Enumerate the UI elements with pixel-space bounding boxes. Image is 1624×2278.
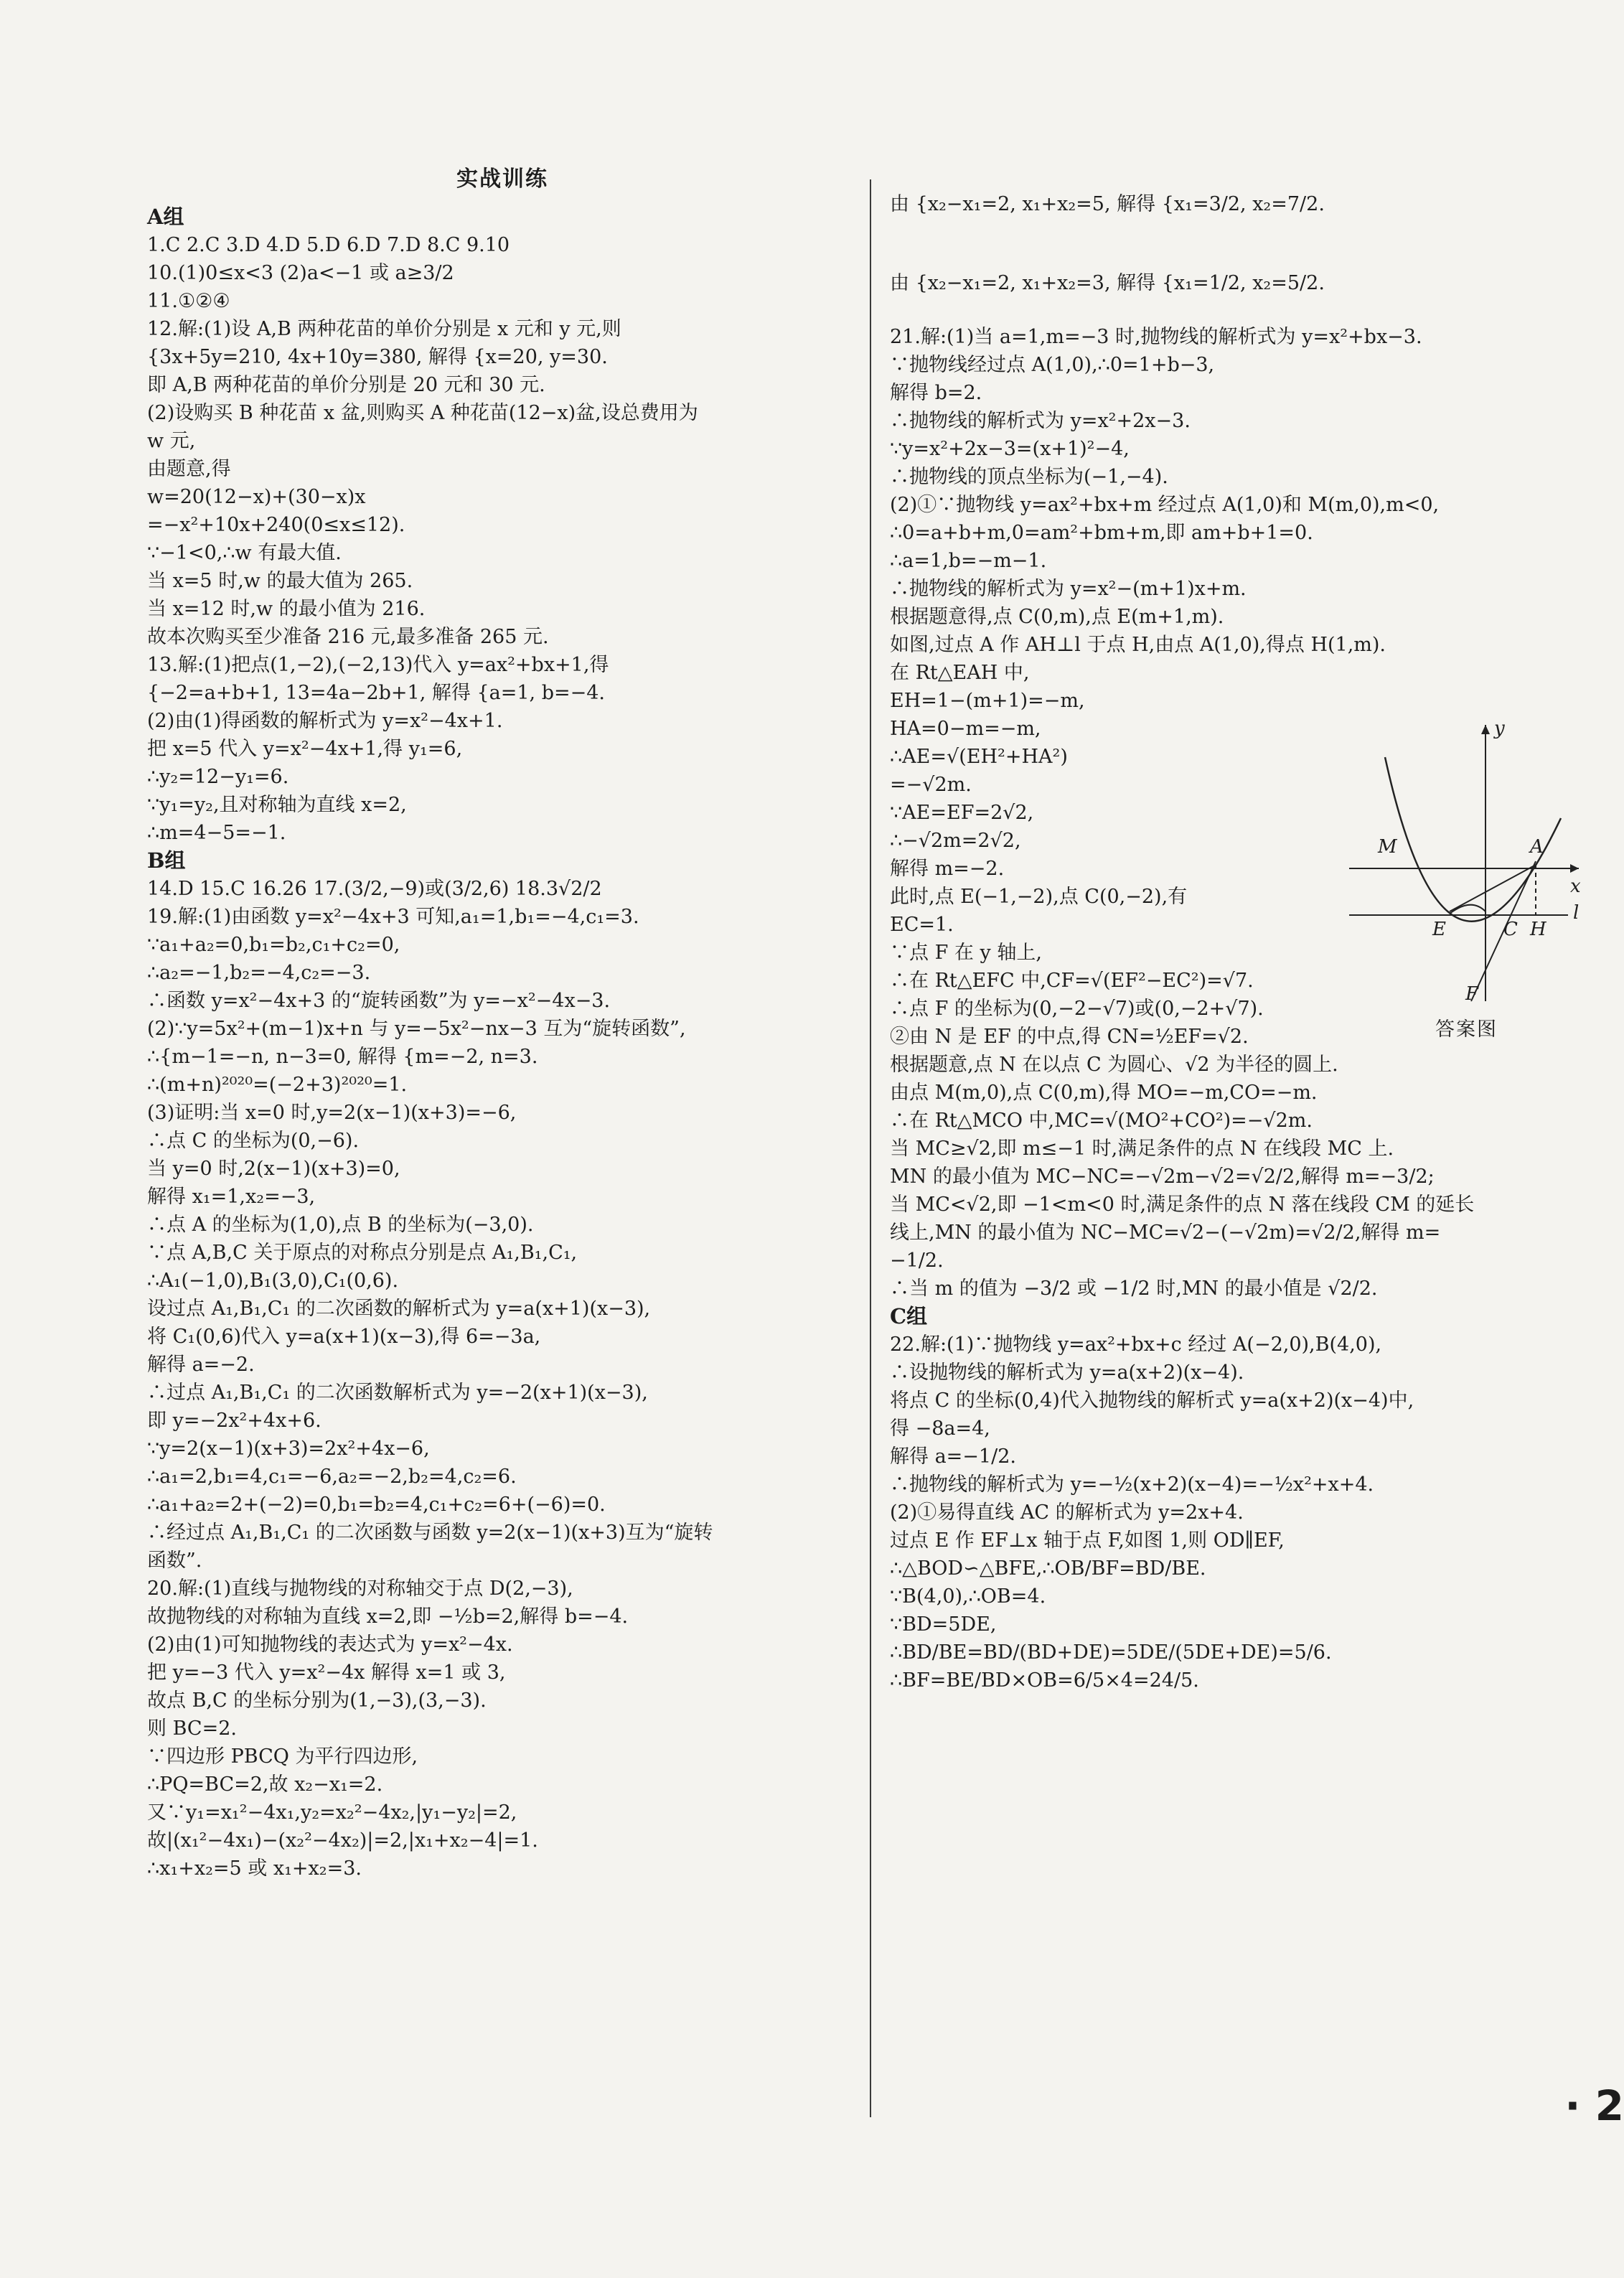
answer-line: ∴a₁+a₂=2+(−2)=0,b₁=b₂=4,c₁+c₂=6+(−6)=0. [147, 1494, 606, 1516]
answer-line: 19.解:(1)由函数 y=x²−4x+3 可知,a₁=1,b₁=−4,c₁=3. [147, 906, 639, 928]
answer-line: 将 C₁(0,6)代入 y=a(x+1)(x−3),得 6=−3a, [147, 1326, 541, 1348]
answer-line: ∴(m+n)²⁰²⁰=(−2+3)²⁰²⁰=1. [147, 1074, 408, 1096]
answer-line: ∴a=1,b=−m−1. [890, 550, 1047, 572]
figure-label-c: C [1503, 919, 1518, 940]
answer-line: 由题意,得 [147, 458, 231, 480]
answer-line: HA=0−m=−m, [890, 718, 1041, 740]
answer-line: 设过点 A₁,B₁,C₁ 的二次函数的解析式为 y=a(x+1)(x−3), [147, 1298, 651, 1320]
answer-line: ∴抛物线的解析式为 y=x²+2x−3. [890, 410, 1191, 432]
group-heading: B组 [147, 848, 186, 873]
answer-line: 由 {x₂−x₁=2, x₁+x₂=5, 解得 {x₁=3/2, x₂=7/2. [890, 193, 1325, 215]
answer-line: (2)设购买 B 种花苗 x 盆,则购买 A 种花苗(12−x)盆,设总费用为 [147, 402, 698, 424]
answer-line: ∴a₂=−1,b₂=−4,c₂=−3. [147, 962, 371, 984]
answer-line: ∵抛物线经过点 A(1,0),∴0=1+b−3, [890, 354, 1215, 376]
answer-line: ∴过点 A₁,B₁,C₁ 的二次函数解析式为 y=−2(x+1)(x−3), [147, 1382, 648, 1404]
answer-line: ∴点 F 的坐标为(0,−2−√7)或(0,−2+√7). [890, 998, 1264, 1020]
answer-line: ∵点 F 在 y 轴上, [890, 942, 1042, 964]
answer-line: ∴点 C 的坐标为(0,−6). [147, 1130, 360, 1152]
answer-line: ∵点 A,B,C 关于原点的对称点分别是点 A₁,B₁,C₁, [147, 1242, 578, 1264]
answer-line: 当 y=0 时,2(x−1)(x+3)=0, [147, 1158, 400, 1180]
answer-line: 把 y=−3 代入 y=x²−4x 解得 x=1 或 3, [147, 1661, 506, 1684]
answer-line: ∴点 A 的坐标为(1,0),点 B 的坐标为(−3,0). [147, 1214, 534, 1236]
answer-line: 解得 m=−2. [890, 858, 1005, 880]
answer-line: ∴{m−1=−n, n−3=0, 解得 {m=−2, n=3. [147, 1046, 538, 1068]
answer-line: ∵BD=5DE, [890, 1613, 997, 1636]
answer-line: 故点 B,C 的坐标分别为(1,−3),(3,−3). [147, 1689, 487, 1712]
answer-line: 由 {x₂−x₁=2, x₁+x₂=3, 解得 {x₁=1/2, x₂=5/2. [890, 272, 1325, 294]
answer-line: −1/2. [890, 1250, 944, 1272]
answer-line: (2)①易得直线 AC 的解析式为 y=2x+4. [890, 1501, 1244, 1524]
figure-label-h: H [1530, 919, 1546, 940]
answer-line: ∴y₂=12−y₁=6. [147, 766, 289, 788]
answer-line: (2)∵y=5x²+(m−1)x+n 与 y=−5x²−nx−3 互为“旋转函数”, [147, 1018, 686, 1040]
answer-line: ②由 N 是 EF 的中点,得 CN=½EF=√2. [890, 1026, 1249, 1048]
answer-line: ∵y₁=y₂,且对称轴为直线 x=2, [147, 794, 407, 816]
figure-label-a: A [1530, 836, 1544, 858]
answer-line: ∴经过点 A₁,B₁,C₁ 的二次函数与函数 y=2(x−1)(x+3)互为“旋转 [147, 1522, 713, 1544]
answer-line: 12.解:(1)设 A,B 两种花苗的单价分别是 x 元和 y 元,则 [147, 318, 621, 340]
answer-line: ∴函数 y=x²−4x+3 的“旋转函数”为 y=−x²−4x−3. [147, 990, 611, 1012]
answer-line: EC=1. [890, 914, 954, 936]
answer-line: 如图,过点 A 作 AH⊥l 于点 H,由点 A(1,0),得点 H(1,m). [890, 634, 1386, 656]
answer-line: ∵a₁+a₂=0,b₁=b₂,c₁+c₂=0, [147, 934, 400, 956]
answer-line: 解得 b=2. [890, 382, 982, 404]
answer-line: ∵y=2(x−1)(x+3)=2x²+4x−6, [147, 1438, 430, 1460]
answer-line: {3x+5y=210, 4x+10y=380, 解得 {x=20, y=30. [147, 346, 608, 368]
group-heading: C组 [890, 1304, 928, 1328]
answer-line: ∴AE=√(EH²+HA²) [890, 746, 1068, 768]
answer-line: =−x²+10x+240(0≤x≤12). [147, 514, 405, 536]
answer-line: 即 A,B 两种花苗的单价分别是 20 元和 30 元. [147, 374, 545, 396]
answer-line: 即 y=−2x²+4x+6. [147, 1410, 321, 1432]
answer-line: {−2=a+b+1, 13=4a−2b+1, 解得 {a=1, b=−4. [147, 682, 605, 704]
answer-figure [1342, 714, 1586, 1037]
answer-line: ∴抛物线的解析式为 y=x²−(m+1)x+m. [890, 578, 1247, 600]
answer-line: ∴BD/BE=BD/(BD+DE)=5DE/(5DE+DE)=5/6. [890, 1641, 1332, 1664]
answer-line: ∵B(4,0),∴OB=4. [890, 1585, 1046, 1608]
answer-line: (2)由(1)得函数的解析式为 y=x²−4x+1. [147, 710, 503, 732]
answer-line: 故本次购买至少准备 216 元,最多准备 265 元. [147, 626, 549, 648]
answer-line: ∴当 m 的值为 −3/2 或 −1/2 时,MN 的最小值是 √2/2. [890, 1278, 1378, 1300]
answer-line: 20.解:(1)直线与抛物线的对称轴交于点 D(2,−3), [147, 1578, 573, 1600]
answer-line: 故|(x₁²−4x₁)−(x₂²−4x₂)|=2,|x₁+x₂−4|=1. [147, 1829, 538, 1852]
answer-line: ∴BF=BE/BD×OB=6/5×4=24/5. [890, 1669, 1199, 1692]
answer-line: 1.C 2.C 3.D 4.D 5.D 6.D 7.D 8.C 9.10 [147, 234, 510, 256]
figure-label-m: M [1378, 836, 1397, 858]
answer-line: ∵AE=EF=2√2, [890, 802, 1034, 824]
answer-line: ∴抛物线的顶点坐标为(−1,−4). [890, 466, 1168, 488]
answer-line: ∴PQ=BC=2,故 x₂−x₁=2. [147, 1773, 383, 1796]
answer-line: ∵四边形 PBCQ 为平行四边形, [147, 1745, 418, 1768]
answer-line: 过点 E 作 EF⊥x 轴于点 F,如图 1,则 OD∥EF, [890, 1529, 1285, 1552]
answer-line: 22.解:(1)∵抛物线 y=ax²+bx+c 经过 A(−2,0),B(4,0), [890, 1333, 1382, 1356]
answer-line: 解得 x₁=1,x₂=−3, [147, 1186, 316, 1208]
answer-line: 11.①②④ [147, 290, 230, 312]
answer-line: 当 x=5 时,w 的最大值为 265. [147, 570, 413, 592]
answer-line: 当 MC<√2,即 −1<m<0 时,满足条件的点 N 落在线段 CM 的延长 [890, 1194, 1475, 1216]
answer-line: ∴0=a+b+m,0=am²+bm+m,即 am+b+1=0. [890, 522, 1313, 544]
answer-line: (3)证明:当 x=0 时,y=2(x−1)(x+3)=−6, [147, 1102, 517, 1124]
answer-line: ∴设抛物线的解析式为 y=a(x+2)(x−4). [890, 1361, 1244, 1384]
answer-line: 10.(1)0≤x<3 (2)a<−1 或 a≥3/2 [147, 262, 454, 284]
answer-line: ∴在 Rt△EFC 中,CF=√(EF²−EC²)=√7. [890, 970, 1254, 992]
answer-line: ∵−1<0,∴w 有最大值. [147, 542, 342, 564]
answer-line: ∴x₁+x₂=5 或 x₁+x₂=3. [147, 1857, 362, 1880]
answer-line: MN 的最小值为 MC−NC=−√2m−√2=√2/2,解得 m=−3/2; [890, 1166, 1435, 1188]
answer-line: (2)①∵抛物线 y=ax²+bx+m 经过点 A(1,0)和 M(m,0),m<0, [890, 494, 1440, 516]
answer-line: ∴抛物线的解析式为 y=−½(x+2)(x−4)=−½x²+x+4. [890, 1473, 1374, 1496]
answer-line: 线上,MN 的最小值为 NC−MC=√2−(−√2m)=√2/2,解得 m= [890, 1222, 1441, 1244]
answer-line: 21.解:(1)当 a=1,m=−3 时,抛物线的解析式为 y=x²+bx−3. [890, 326, 1422, 348]
answer-line: (2)由(1)可知抛物线的表达式为 y=x²−4x. [147, 1633, 513, 1656]
answer-line: 13.解:(1)把点(1,−2),(−2,13)代入 y=ax²+bx+1,得 [147, 654, 609, 676]
parabola-diagram [1342, 714, 1586, 1016]
answer-line: ∴△BOD∽△BFE,∴OB/BF=BD/BE. [890, 1557, 1206, 1580]
answer-line: 将点 C 的坐标(0,4)代入抛物线的解析式 y=a(x+2)(x−4)中, [890, 1389, 1414, 1412]
answer-line: 则 BC=2. [147, 1717, 237, 1740]
answer-line: EH=1−(m+1)=−m, [890, 690, 1085, 712]
answer-line: 故抛物线的对称轴为直线 x=2,即 −½b=2,解得 b=−4. [147, 1606, 629, 1628]
answer-line: 在 Rt△EAH 中, [890, 662, 1030, 684]
answer-line: 当 MC≥√2,即 m≤−1 时,满足条件的点 N 在线段 MC 上. [890, 1138, 1394, 1160]
answer-line: =−√2m. [890, 774, 972, 796]
page-title: 实战训练 [456, 167, 548, 192]
answer-line: 此时,点 E(−1,−2),点 C(0,−2),有 [890, 886, 1188, 908]
answer-line: 又∵y₁=x₁²−4x₁,y₂=x₂²−4x₂,|y₁−y₂|=2, [147, 1801, 517, 1824]
left-column [147, 165, 858, 1883]
page-number-value: 2 [1595, 2081, 1624, 2130]
column-divider [870, 179, 871, 2117]
answer-line: ∵y=x²+2x−3=(x+1)²−4, [890, 438, 1130, 460]
figure-label-e: E [1432, 919, 1446, 940]
answer-line: 把 x=5 代入 y=x²−4x+1,得 y₁=6, [147, 738, 463, 760]
figure-label-l: l [1573, 902, 1580, 924]
group-a-heading: A组 [147, 205, 184, 229]
figure-caption: 答案图 [1435, 1018, 1498, 1041]
answer-line: 根据题意,点 N 在以点 C 为圆心、√2 为半径的圆上. [890, 1054, 1338, 1076]
answer-line: ∴A₁(−1,0),B₁(3,0),C₁(0,6). [147, 1270, 399, 1292]
figure-label-x: x [1570, 876, 1581, 897]
answer-line: ∴在 Rt△MCO 中,MC=√(MO²+CO²)=−√2m. [890, 1110, 1313, 1132]
left-answer-lines [147, 231, 858, 1883]
answer-line: 由点 M(m,0),点 C(0,m),得 MO=−m,CO=−m. [890, 1082, 1318, 1104]
answer-line: ∴a₁=2,b₁=4,c₁=−6,a₂=−2,b₂=4,c₂=6. [147, 1466, 517, 1488]
figure-label-f: F [1465, 983, 1479, 1005]
answer-line: 解得 a=−2. [147, 1354, 255, 1376]
answer-line: 当 x=12 时,w 的最小值为 216. [147, 598, 426, 620]
answer-line: ∴−√2m=2√2, [890, 830, 1021, 852]
answer-line: 解得 a=−1/2. [890, 1445, 1016, 1468]
answer-line: 得 −8a=4, [890, 1417, 990, 1440]
answer-line: w 元, [147, 430, 196, 452]
answer-line: ∴m=4−5=−1. [147, 822, 286, 844]
answer-line: 函数”. [147, 1550, 202, 1572]
figure-label-y: y [1494, 718, 1505, 739]
answer-line: 14.D 15.C 16.26 17.(3/2,−9)或(3/2,6) 18.3√2/2 [147, 878, 602, 900]
answer-line: 根据题意得,点 C(0,m),点 E(m+1,m). [890, 606, 1224, 628]
page-number: · 2 [1564, 2081, 1624, 2130]
answer-line: w=20(12−x)+(30−x)x [147, 486, 366, 508]
